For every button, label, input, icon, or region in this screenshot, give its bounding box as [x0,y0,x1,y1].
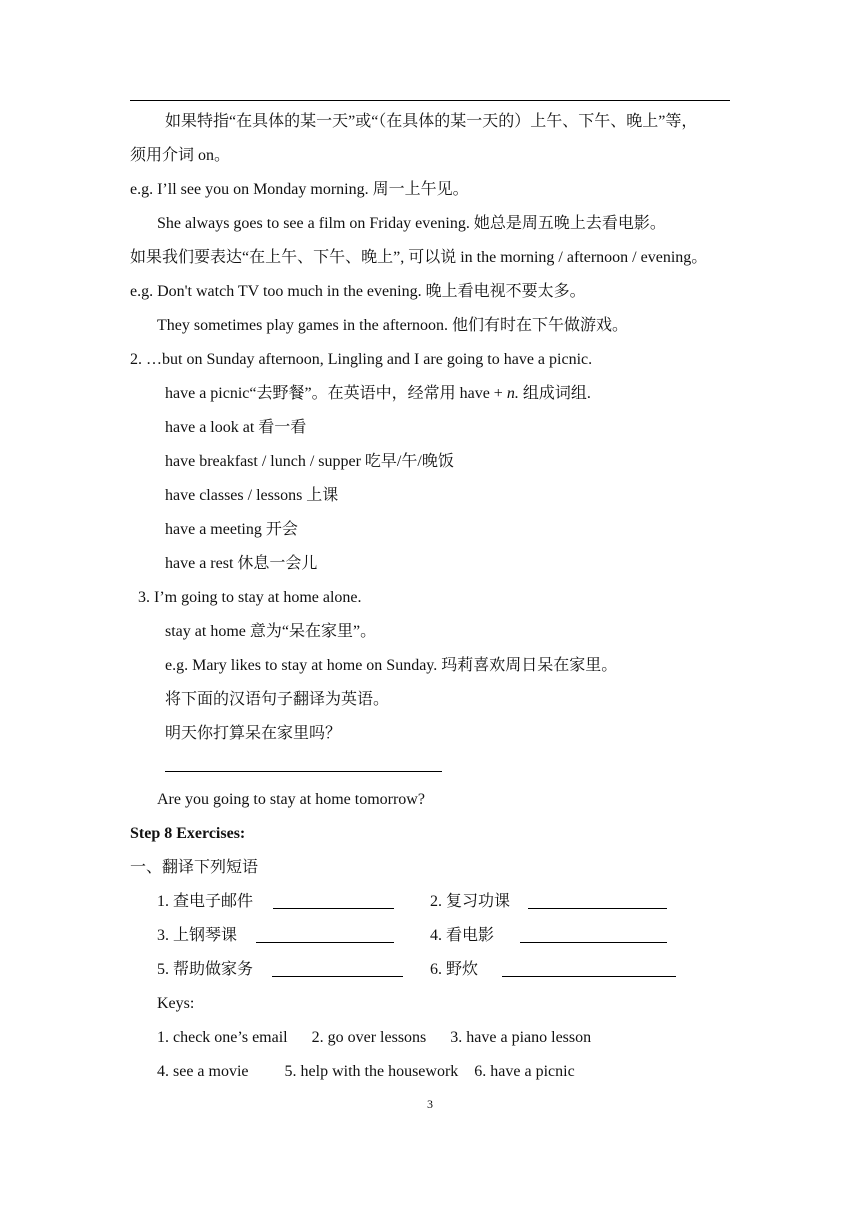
point-3-heading: 3. I’m going to stay at home alone. [138,589,362,606]
para-in-the-morning: 如果我们要表达“在上午、下午、晚上”, 可以说 in the morning / afternoon / evening。 [130,249,708,266]
para-on-preposition: 须用介词 on。 [130,147,231,164]
exercise-3-blank [256,942,394,943]
answer-blank [165,771,442,772]
header-rule [130,100,730,101]
have-picnic-tail: 组成词组. [518,385,591,402]
have-picnic-text: have a picnic“去野餐”。在英语中，经常用 have + [165,385,507,402]
point-2-heading: 2. …but on Sunday afternoon, Lingling and I are going to have a picnic. [130,351,593,368]
para-on-specific-day: 如果特指“在具体的某一天”或“（在具体的某一天的）上午、下午、晚上”等， [165,113,698,130]
exercise-4-blank [520,942,667,943]
phrase-have-breakfast: have breakfast / lunch / supper 吃早/午/晚饭 [165,453,454,470]
keys-row-2: 4. see a movie 5. help with the housework 6. have a picnic [157,1063,575,1080]
example-monday: e.g. I’ll see you on Monday morning. 周一上午见。 [130,181,469,198]
phrase-have-classes: have classes / lessons 上课 [165,487,339,504]
phrase-have-meeting: have a meeting 开会 [165,521,298,538]
section-1-heading: 一、翻译下列短语 [130,859,259,876]
keys-row-1: 1. check one’s email 2. go over lessons 3. have a piano lesson [157,1029,592,1046]
example-evening: e.g. Don't watch TV too much in the evening. 晚上看电视不要太多。 [130,283,586,300]
exercise-1-blank [273,908,394,909]
have-a-picnic-note [165,384,591,404]
exercise-5: 5. 帮助做家务 [157,961,254,978]
example-mary: e.g. Mary likes to stay at home on Sunday. 玛莉喜欢周日呆在家里。 [165,657,618,674]
exercise-6-blank [502,976,676,977]
step-8-heading: Step 8 Exercises: [130,825,246,842]
phrase-have-rest: have a rest 休息一会儿 [165,555,318,572]
phrase-have-a-look: have a look at 看一看 [165,419,307,436]
exercise-3: 3. 上钢琴课 [157,927,238,944]
exercise-6: 6. 野炊 [430,961,479,978]
example-friday: She always goes to see a film on Friday evening. 她总是周五晚上去看电影。 [157,215,666,232]
exercise-1: 1. 查电子邮件 [157,893,254,910]
example-afternoon: They sometimes play games in the afternoon. 他们有时在下午做游戏。 [157,317,629,334]
exercise-2-blank [528,908,667,909]
translate-instruction: 将下面的汉语句子翻译为英语。 [165,691,390,708]
exercise-2: 2. 复习功课 [430,893,511,910]
page-number: 3 [427,1097,433,1111]
noun-abbrev: n. [506,385,519,402]
stay-at-home-note: stay at home 意为“呆在家里”。 [165,623,377,640]
exercise-4: 4. 看电影 [430,927,495,944]
translate-question: 明天你打算呆在家里吗？ [165,725,342,742]
exercise-5-blank [272,976,403,977]
answer-text: Are you going to stay at home tomorrow? [157,791,425,808]
keys-label: Keys: [157,995,195,1012]
